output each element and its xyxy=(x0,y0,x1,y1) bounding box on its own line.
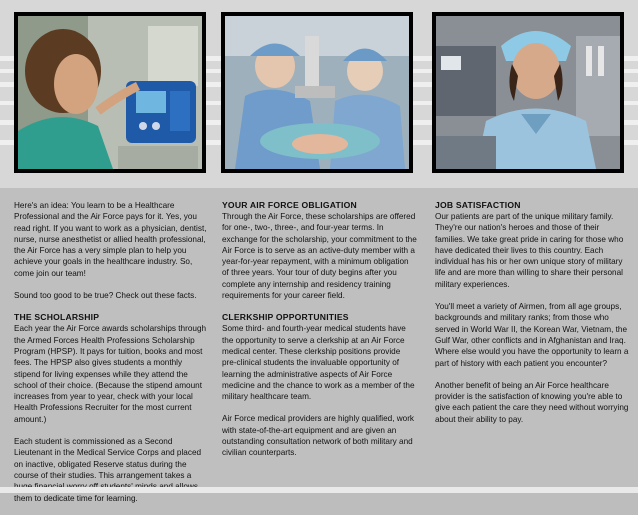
intro-paragraph: Here's an idea: You learn to be a Healthcare Professional and the Air Force pays for it. Yes, you read right. If you want to work as a physician, dentist, nurse, nurse anesthetist or allied health professional, the Air Force has a very simple plan to help you achieve your goals in the healthcare industry. So, come join our team! xyxy=(14,201,207,278)
heading-your-air-force-obligation: YOUR AIR FORCE OBLIGATION xyxy=(222,200,357,210)
patients-paragraph: Our patients are part of the unique military family. They're our nation's heroes and those of their families. We take great pride in caring for those who have dedicated their lives to this country. Each individual has his or her own unique story of military life and are more than willing to share their personal military experiences. xyxy=(435,212,624,289)
providers-paragraph: Air Force medical providers are highly qualified, work with state-of-the-art equipment and are given an outstanding consultation network of both military and civilian counterparts. xyxy=(222,414,415,458)
heading-job-satisfaction: JOB SATISFACTION xyxy=(435,200,521,210)
photo-nurse-with-iv-pump xyxy=(14,12,206,173)
heading-clerkship-opportunities: CLERKSHIP OPPORTUNITIES xyxy=(222,312,349,323)
photo-surgeons-with-microscope xyxy=(221,12,413,173)
column-left xyxy=(14,200,209,515)
teaser-paragraph: Sound too good to be true? Check out these facts. xyxy=(14,291,197,301)
column-right xyxy=(435,200,630,436)
obligation-paragraph: Through the Air Force, these scholarships are offered for one-, two-, three-, and four-year terms. In exchange for the scholarship, your commitment to the Air Force is to serve as an active-duty member with a year-for-year repayment, with a minimum obligation of three years. Your tour of duty begins after you complete any internship and residency training requirements for your career field. xyxy=(222,212,417,301)
airmen-paragraph: You'll meet a variety of Airmen, from all age groups, backgrounds and military ranks; from those who served in World War II, the Korean War, Vietnam, the Gulf War, other conflicts and in Afghanistan and Iraq. Where else would you have the opportunity to learn a part of history with each patient you encounter? xyxy=(435,302,629,368)
heading-the-scholarship: THE SCHOLARSHIP xyxy=(14,312,100,323)
scholarship-paragraph: Each year the Air Force awards scholarships through the Armed Forces Health Professions Scholarship Program (HPSP). It pays for tuition, books and most fees. The HPSP also gives students a monthly stipend for living expenses while they attend the school of their choice. (Because the stipend amount increases from year to year, check with your local Health Professions Recruiter for the most current amount.) xyxy=(14,324,207,424)
clerkship-paragraph: Some third- and fourth-year medical students have the opportunity to serve a clerkship at an Air Force medical center. These clerkship positions provide pre-clinical students the invaluable opportunity of learning the administrative aspects of Air Force medicine and the chance to work as a member of the military healthcare team. xyxy=(222,324,415,402)
bottom-rule xyxy=(0,487,638,493)
benefit-paragraph: Another benefit of being an Air Force healthcare provider is the satisfaction of knowing you're able to give each patient the care they need without worrying about their ability to pay. xyxy=(435,380,629,424)
column-middle xyxy=(222,200,417,470)
commission-paragraph: Each student is commissioned as a Second Lieutenant in the Medical Service Corps and placed on inactive, obligated Reserve status during the course of their studies. This arrangement takes a them to dedicate time for learning. xyxy=(14,437,202,503)
photo-smiling-nurse-in-lab xyxy=(432,12,624,173)
